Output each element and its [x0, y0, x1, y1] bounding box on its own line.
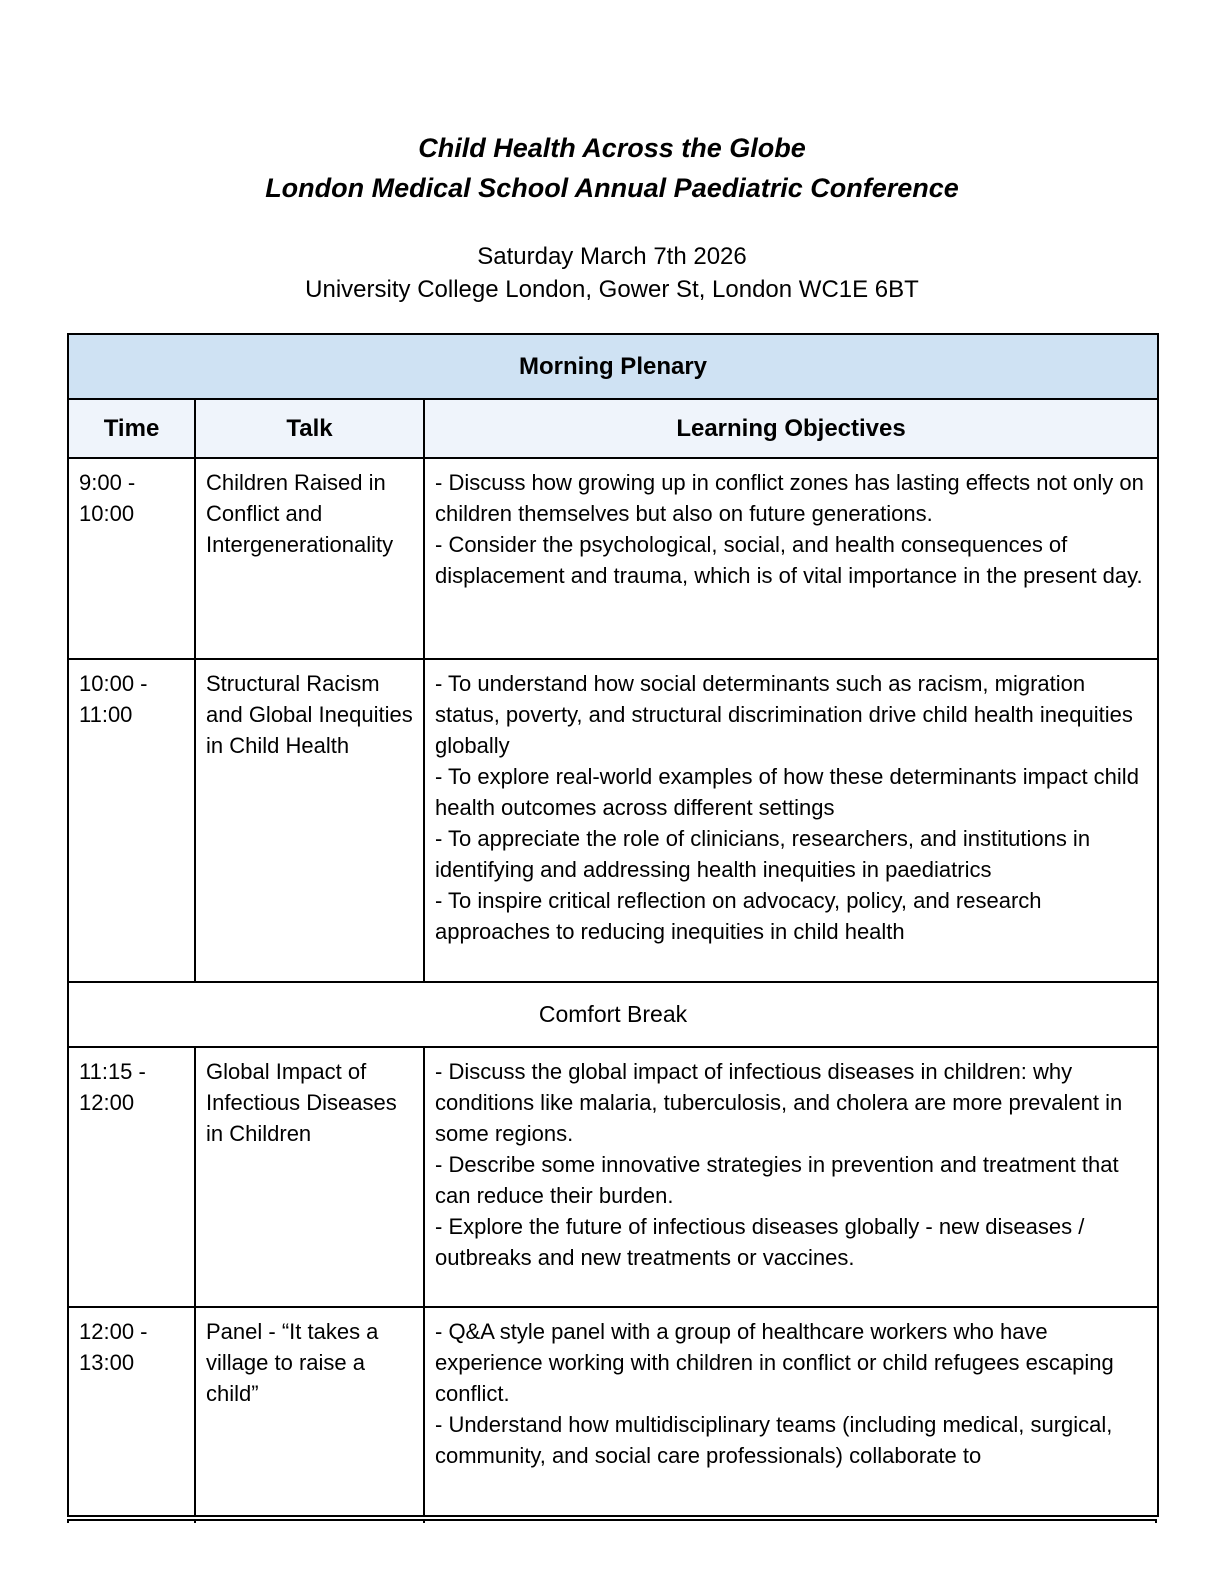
- table-row-section-header: [68, 334, 1158, 399]
- objectives-cell: [424, 1047, 1158, 1307]
- objective-item: - Discuss how growing up in conflict zones has lasting effects not only on children themselves but also on future generations.: [435, 470, 1144, 526]
- objective-item: - To understand how social determinants such as racism, migration status, poverty, and structural discrimination drive child health inequities globally: [435, 671, 1133, 758]
- objectives-cell: [424, 659, 1158, 982]
- objectives-cell: [424, 1307, 1158, 1516]
- objective-item: - To inspire critical reflection on advocacy, policy, and research approaches to reducing inequities in child health: [435, 888, 1042, 944]
- time-cell: 9:00 - 10:00: [68, 458, 195, 659]
- conference-details: [67, 240, 1157, 306]
- comfort-break-cell: Comfort Break: [68, 982, 1158, 1047]
- talk-cell: Structural Racism and Global Inequities in Child Health: [195, 659, 424, 982]
- schedule-table: [67, 333, 1159, 1517]
- sliver-time-column: [69, 1521, 196, 1523]
- talk-cell: Global Impact of Infectious Diseases in Children: [195, 1047, 424, 1307]
- table-continuation-sliver: [67, 1519, 1157, 1523]
- table-row-session-4: [68, 1307, 1158, 1516]
- objective-item: - Consider the psychological, social, and health consequences of displacement and trauma, which is of vital importance in the present day.: [435, 532, 1143, 588]
- column-header-learning-objectives: Learning Objectives: [424, 399, 1158, 458]
- column-header-talk: Talk: [195, 399, 424, 458]
- talk-cell: Children Raised in Conflict and Intergenerationality: [195, 458, 424, 659]
- objective-item: - Explore the future of infectious diseases globally - new diseases / outbreaks and new treatments or vaccines.: [435, 1214, 1085, 1270]
- talk-cell: Panel - “It takes a village to raise a child”: [195, 1307, 424, 1516]
- objective-item: - Understand how multidisciplinary teams (including medical, surgical, community, and social care professionals) collaborate to: [435, 1412, 1113, 1468]
- conference-title-line-1: Child Health Across the Globe: [418, 133, 806, 163]
- table-row-column-headers: [68, 399, 1158, 458]
- time-cell: 10:00 - 11:00: [68, 659, 195, 982]
- sliver-talk-column: [196, 1521, 425, 1523]
- conference-title: [67, 128, 1157, 208]
- time-cell: 11:15 - 12:00: [68, 1047, 195, 1307]
- table-row-comfort-break: [68, 982, 1158, 1047]
- conference-title-line-2: London Medical School Annual Paediatric Conference: [265, 173, 959, 203]
- objective-item: - To appreciate the role of clinicians, researchers, and institutions in identifying and addressing health inequities in paediatrics: [435, 826, 1091, 882]
- table-row-session-1: [68, 458, 1158, 659]
- objective-item: - Describe some innovative strategies in prevention and treatment that can reduce their burden.: [435, 1152, 1119, 1208]
- objectives-cell: [424, 458, 1158, 659]
- objective-item: - To explore real-world examples of how these determinants impact child health outcomes across different settings: [435, 764, 1139, 820]
- conference-venue: University College London, Gower St, London WC1E 6BT: [305, 276, 919, 303]
- time-cell: 12:00 - 13:00: [68, 1307, 195, 1516]
- objective-item: - Discuss the global impact of infectious diseases in children: why conditions like malaria, tuberculosis, and cholera are more prevalent in some regions.: [435, 1059, 1123, 1146]
- table-row-session-3: [68, 1047, 1158, 1307]
- conference-date: Saturday March 7th 2026: [477, 243, 747, 270]
- table-row-session-2: [68, 659, 1158, 982]
- column-header-time: Time: [68, 399, 195, 458]
- section-header-cell: Morning Plenary: [68, 334, 1158, 399]
- objective-item: - Q&A style panel with a group of healthcare workers who have experience working with children in conflict or child refugees escaping conflict.: [435, 1319, 1114, 1406]
